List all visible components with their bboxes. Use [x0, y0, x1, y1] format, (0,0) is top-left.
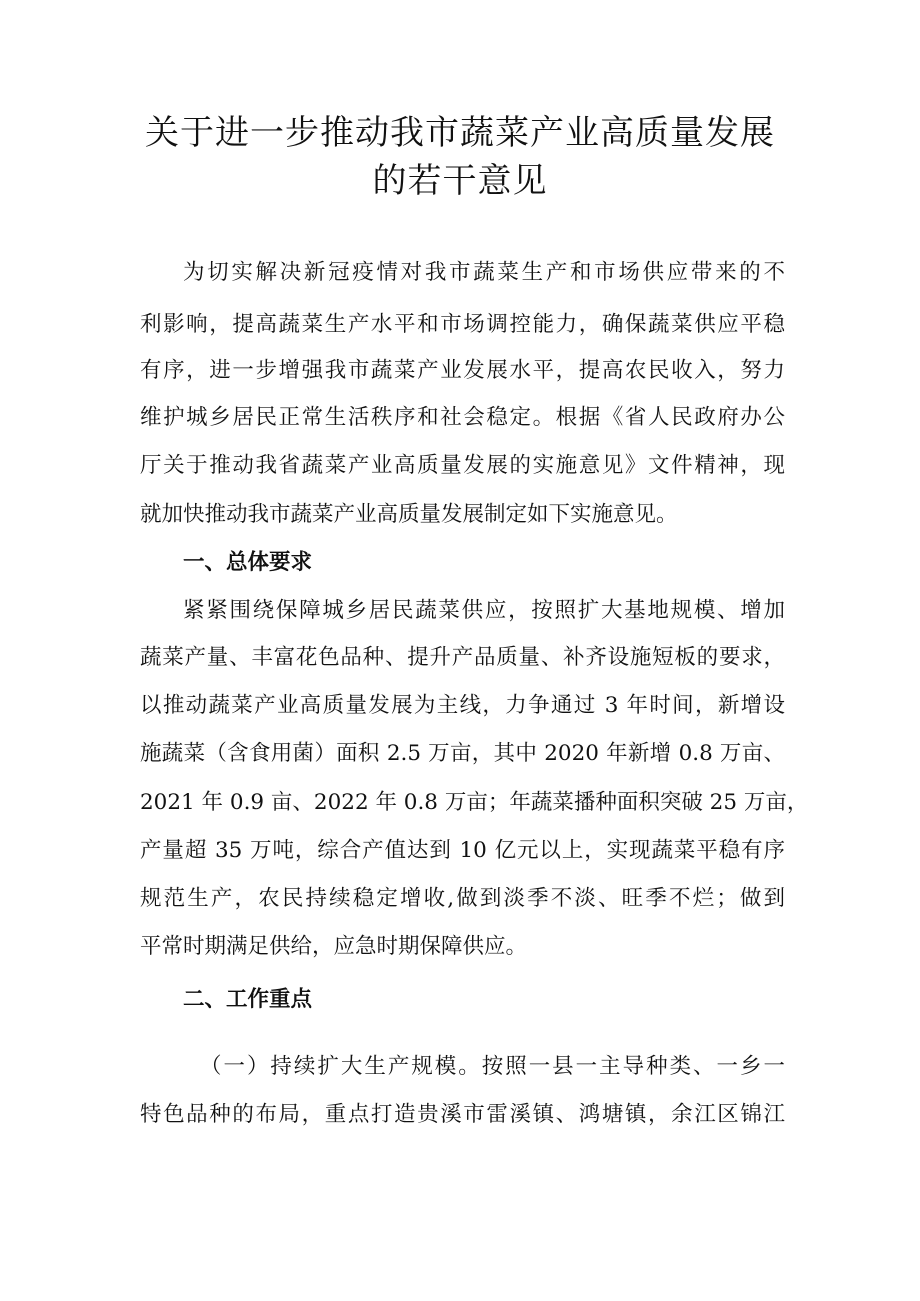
section1-line: 产量超 35 万吨，综合产值达到 10 亿元以上，实现蔬菜平稳有序	[140, 838, 785, 863]
section-heading-work-focus: 二、工作重点	[183, 987, 313, 1012]
section1-line: 平常时期满足供给，应急时期保障供应。	[140, 934, 528, 959]
section1-line: 规范生产，农民持续稳定增收,做到淡季不淡、旺季不烂；做到	[140, 886, 785, 911]
intro-line: 有序，进一步增强我市蔬菜产业发展水平，提高农民收入，努力	[140, 358, 785, 383]
intro-line: 利影响，提高蔬菜生产水平和市场调控能力，确保蔬菜供应平稳	[140, 312, 785, 337]
document-title-line-1: 关于进一步推动我市蔬菜产业高质量发展	[145, 113, 775, 153]
intro-line: 就加快推动我市蔬菜产业高质量发展制定如下实施意见。	[140, 502, 678, 527]
section1-line: 2021 年 0.9 亩、2022 年 0.8 万亩；年蔬菜播种面积突破 25 万亩，	[140, 790, 809, 815]
intro-line: 为切实解决新冠疫情对我市蔬菜生产和市场供应带来的不	[183, 260, 785, 285]
section2-line: （一）持续扩大生产规模。按照一县一主导种类、一乡一	[200, 1054, 785, 1079]
section-heading-overall-requirements: 一、总体要求	[183, 550, 313, 575]
intro-line: 厅关于推动我省蔬菜产业高质量发展的实施意见》文件精神，现	[140, 453, 785, 478]
section1-line: 蔬菜产量、丰富花色品种、提升产品质量、补齐设施短板的要求，	[140, 645, 785, 670]
section1-line: 紧紧围绕保障城乡居民蔬菜供应，按照扩大基地规模、增加	[183, 598, 785, 623]
section1-line: 施蔬菜（含食用菌）面积 2.5 万亩，其中 2020 年新增 0.8 万亩、	[140, 741, 785, 766]
intro-line: 维护城乡居民正常生活秩序和社会稳定。根据《省人民政府办公	[140, 405, 785, 430]
document-title-line-2: 的若干意见	[372, 161, 548, 201]
section1-line: 以推动蔬菜产业高质量发展为主线，力争通过 3 年时间，新增设	[140, 693, 785, 718]
section2-line: 特色品种的布局，重点打造贵溪市雷溪镇、鸿塘镇，余江区锦江	[140, 1102, 785, 1127]
